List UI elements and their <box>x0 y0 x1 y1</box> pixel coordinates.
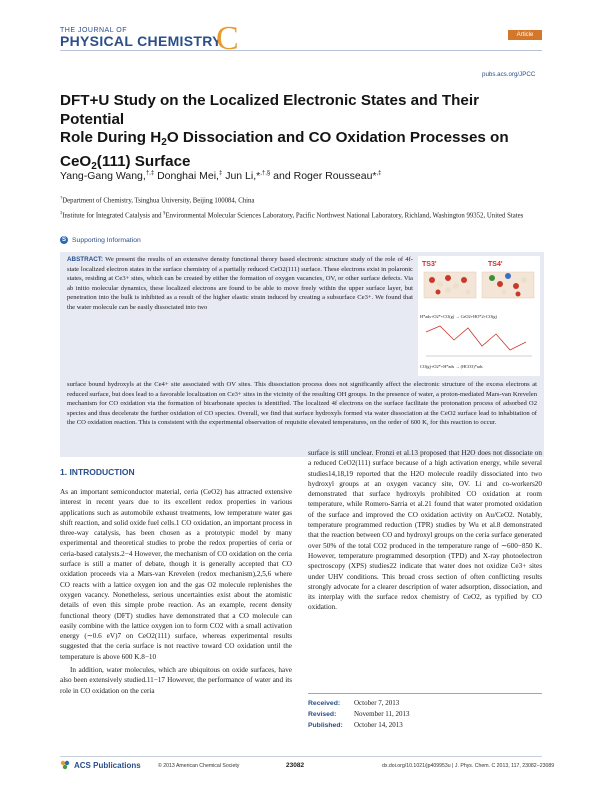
journal-name: PHYSICAL CHEMISTRY <box>60 33 222 49</box>
journal-url-link[interactable]: pubs.acs.org/JPCC <box>482 71 536 78</box>
author-4[interactable]: and Roger Rousseau* <box>270 170 377 182</box>
toc-molecule-left <box>424 272 476 298</box>
supporting-info-label: Supporting Information <box>72 236 141 244</box>
abstract-part-1: We present the results of an extensive density functional theory based electronic structure study of the role of 4f-state localized electron states in the surface chemistry of a partially reduced CeO2(111) surface. These electrons exist in polaronic states, residing at Ce3+ sites, which can be created by either the formation of oxygen vacancies, OV, or other surface defects. Via ab initio molecular dynamics, these localized electrons are found to be able to move freely within the upper surface layer, but penetration into the bulk is inhibited as a result of the higher elastic strain induced by creating a subsurface Ce3+. We found that the water molecule can be easily dissociated into two <box>67 256 413 311</box>
acs-logo-icon <box>60 760 70 770</box>
intro-paragraph-3: surface is still unclear. Fronzi et al.13 proposed that H2O does not dissociate on a reduced CeO2(111) surface because of a high activation energy, while several studies14,18,19 reported that the H2O molecule readily dissociated into two hydroxyl groups at an oxygen vacancy site, OV. Li and co-workers20 demonstrated that surface hydroxyls prohibited CO oxidation at room temperature, while Romero-Sarria et al.21 found that water promoted oxidation of the surface and improved the CO oxidation activity on Au/CeO2. Notably, temperature programmed reduction (TPR) studies by Wu et al.8 demonstrated that the reaction between CO and hydroxyl groups on the ceria surface generated over 50% of the total CO2 produced in the temperature range of ∼600−850 K. However, temperature programmed desorption (TPD) and X-ray photoelectron spectroscopy (XPS) studies22 indicate that water does not oxidize Ce3+ sites under UHV conditions. This broad cross section of often conflicting results strongly advocate for a clearer description of water adsorption, dissociation, and its interplay with the surface redox chemistry of CeO2, as typified by CO oxidation. <box>308 449 542 612</box>
toc-equation-1: H*ads+O2*+CO(g) → CeO2+HO*2+CO(g) <box>420 314 498 319</box>
toc-label-ts4: TS4' <box>488 261 503 268</box>
abstract-text-top <box>67 255 413 313</box>
journal-logo-letter: C <box>216 20 239 57</box>
article-type-badge: Article <box>508 30 542 40</box>
copyright-notice: © 2013 American Chemical Society <box>158 763 240 769</box>
abstract-label: ABSTRACT: <box>67 256 104 263</box>
affiliation-2: ‡Institute for Integrated Catalysis and §Environmental Molecular Sciences Laboratory, Pacific Northwest National Laboratory, Richland, Washington 99352, United States <box>60 210 524 220</box>
title-line-3: CeO$_2$(111) Surface <box>60 152 191 172</box>
abstract-text-bottom: surface bound hydroxyls at the Ce4+ site associated with OV sites. This dissociation process does not significantly affect the electronic structure of the excess electrons at reduced surface, but does lead to a favorable localization on Ce3+ sites in the vicinity of the resulting OH groups. In the presence of water, a proton-mediated Mars-van Krevelen mechanism for CO oxidation via the formation of bicarbonate species is identified. The localized 4f electrons on the surface facilitate the protonation process of adsorbed O2 species and thus decelerate the further oxidation of CO species. Overall, we find that surface hydroxyls formed via water dissociation at the CeO2 surface lead to inhabitation of the CO oxidation reaction. This is consistent with the experimental observation of requisite elevated temperatures, on the order of 600 K, for this reaction to occur. <box>67 381 537 427</box>
supporting-info-icon: S <box>61 237 66 243</box>
intro-paragraph-2: In addition, water molecules, which are ubiquitous on oxide surfaces, have also been extensively studied.11−17 However, the performance of water and its role in CO oxidation on the ceria <box>60 666 292 695</box>
body-column-left <box>60 487 292 696</box>
toc-graphic <box>418 256 540 376</box>
toc-molecule-right <box>482 272 534 298</box>
toc-label-ts3: TS3' <box>422 261 437 268</box>
author-1[interactable]: Yang-Gang Wang, <box>60 170 146 182</box>
supporting-information-link[interactable] <box>60 236 141 244</box>
journal-name-prefix: THE JOURNAL OF <box>60 27 128 34</box>
footer-divider <box>60 756 542 757</box>
toc-equation-2: CO(g)+O2*+H*ads → (HCO3)*ads <box>420 364 483 369</box>
doi-citation-link[interactable]: dx.doi.org/10.1021/jp409953u | J. Phys. Chem. C 2013, 117, 23082−23089 <box>382 763 555 769</box>
body-column-right <box>308 448 542 613</box>
toc-graphic-svg <box>418 256 540 376</box>
author-2[interactable]: Donghai Mei, <box>154 170 219 182</box>
affiliation-1: †Department of Chemistry, Tsinghua University, Beijing 100084, China <box>60 195 255 205</box>
author-list: Yang-Gang Wang,†,‡ Donghai Mei,‡ Jun Li,*,†,§ and Roger Rousseau*,‡ <box>60 170 382 182</box>
page-number: 23082 <box>286 762 305 769</box>
section-heading-introduction: 1. INTRODUCTION <box>60 467 135 477</box>
article-title <box>60 92 540 176</box>
title-line-2: Role During $H_2O$ Dissociation and CO Oxidation Processes on <box>60 129 509 148</box>
header-divider <box>60 50 542 51</box>
date-published: Published: October 14, 2013 <box>308 721 403 730</box>
author-3[interactable]: Jun Li,* <box>222 170 261 182</box>
acs-publications-label: ACS Publications <box>74 760 141 770</box>
date-received: Received: October 7, 2013 <box>308 699 400 707</box>
acs-publications-logo[interactable] <box>60 760 141 770</box>
title-line-1: DFT+U Study on the Localized Electronic States and Their Potential <box>60 92 479 128</box>
date-revised: Revised: November 11, 2013 <box>308 710 410 719</box>
publication-dates <box>308 693 542 732</box>
intro-paragraph-1: As an important semiconductor material, ceria (CeO2) has attracted extensive interest in recent years due to its excellent redox properties in various applications such as automobile exhaust treatments, low temperature water gas shift reaction, and solid oxide fuel cells.1 CO oxidation, an important process in three-way catalysis, has been chosen as a prototypic model by many experimental and theoretical studies to probe the redox properties of ceria or ceria-based catalysts.2−4 However, the mechanism of CO oxidation on the ceria surface is still a matter of debate, though it is generally accepted that CO oxidation proceeds via a Mars-van Krevelen (redox mechanism),2,5,6 where CO reacts with a lattice oxygen ion and the gas O2 molecule replenishes the oxygen vacancy. Nonetheless, serious uncertainties exist about the atomistic details of even this simple probe reaction. As an example, recent density functional theory (DFT) studies have demonstrated that a CO molecule can easily combine with the lattice oxygen ion to form CO2 with a small activation energy (∼0.6 eV)7 on CeO2(111) surface, whereas experimental results suggested that the ceria surface is not reactive toward CO oxidation until the temperature is above 600 K.8−10 <box>60 488 292 661</box>
affiliations <box>60 193 540 221</box>
